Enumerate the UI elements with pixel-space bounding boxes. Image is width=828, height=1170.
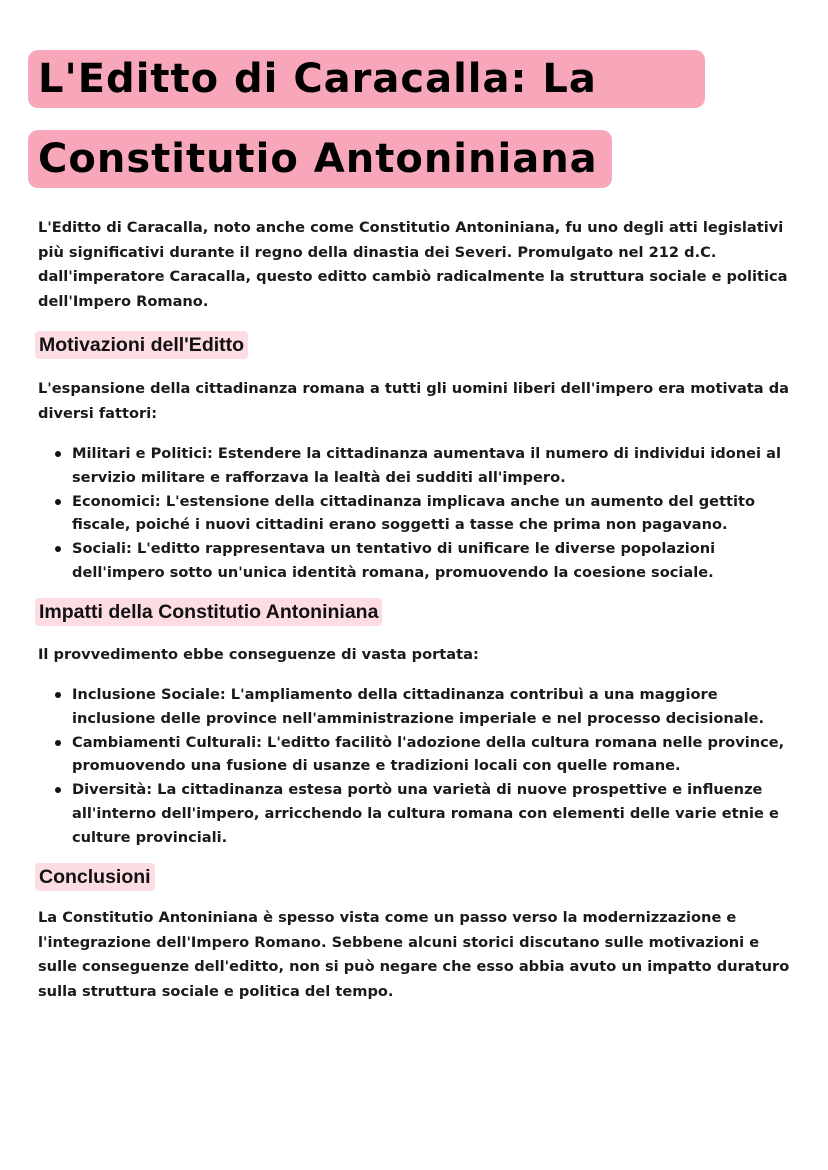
list-item: Economici: L'estensione della cittadinanza implicava anche un aumento del gettito fiscale, poiché i nuovi cittadini erano soggetti a tasse che prima non pagavano. xyxy=(50,490,800,538)
list-item: Militari e Politici: Estendere la cittadinanza aumentava il numero di individui idonei al servizio militare e rafforzava la lealtà dei sudditi all'impero. xyxy=(50,442,800,490)
intro-paragraph: L'Editto di Caracalla, noto anche come Constitutio Antoniniana, fu uno degli atti legislativi più significativi durante il regno della dinastia dei Severi. Promulgato nel 212 d.C. dall'imperatore Caracalla, questo editto cambiò radicalmente la struttura sociale e politica dell'Impero Romano. xyxy=(38,219,788,310)
section-heading-impatti: Impatti della Constitutio Antoniniana xyxy=(35,598,382,626)
bullet-list-motivazioni xyxy=(50,442,800,585)
bullet-list-impatti xyxy=(50,683,800,850)
title-line-1: L'Editto di Caracalla: La xyxy=(28,50,705,108)
list-item: Inclusione Sociale: L'ampliamento della cittadinanza contribuì a una maggiore inclusione delle province nell'amministrazione imperiale e nel processo decisionale. xyxy=(50,683,800,731)
list-item: Sociali: L'editto rappresentava un tentativo di unificare le diverse popolazioni dell'impero sotto un'unica identità romana, promuovendo la coesione sociale. xyxy=(50,537,800,585)
list-item: Cambiamenti Culturali: L'editto facilitò l'adozione della cultura romana nelle province, promuovendo una fusione di usanze e tradizioni locali con quelle romane. xyxy=(50,731,800,779)
section-intro-impatti: Il provvedimento ebbe conseguenze di vasta portata: xyxy=(38,646,479,663)
conclusion-paragraph: La Constitutio Antoniniana è spesso vista come un passo verso la modernizzazione e l'integrazione dell'Impero Romano. Sebbene alcuni storici discutano sulle motivazioni e sulle conseguenze dell'editto, non si può negare che esso abbia avuto un impatto duraturo sulla struttura sociale e politica del tempo. xyxy=(38,909,790,1000)
list-item: Diversità: La cittadinanza estesa portò una varietà di nuove prospettive e influenze all'interno dell'impero, arricchendo la cultura romana con elementi delle varie etnie e culture provinciali. xyxy=(50,778,800,849)
title-line-2: Constitutio Antoniniana xyxy=(28,130,612,188)
section-heading-conclusioni: Conclusioni xyxy=(35,863,155,891)
section-intro-motivazioni: L'espansione della cittadinanza romana a tutti gli uomini liberi dell'impero era motivata da diversi fattori: xyxy=(38,380,790,422)
section-heading-motivazioni: Motivazioni dell'Editto xyxy=(35,331,248,359)
